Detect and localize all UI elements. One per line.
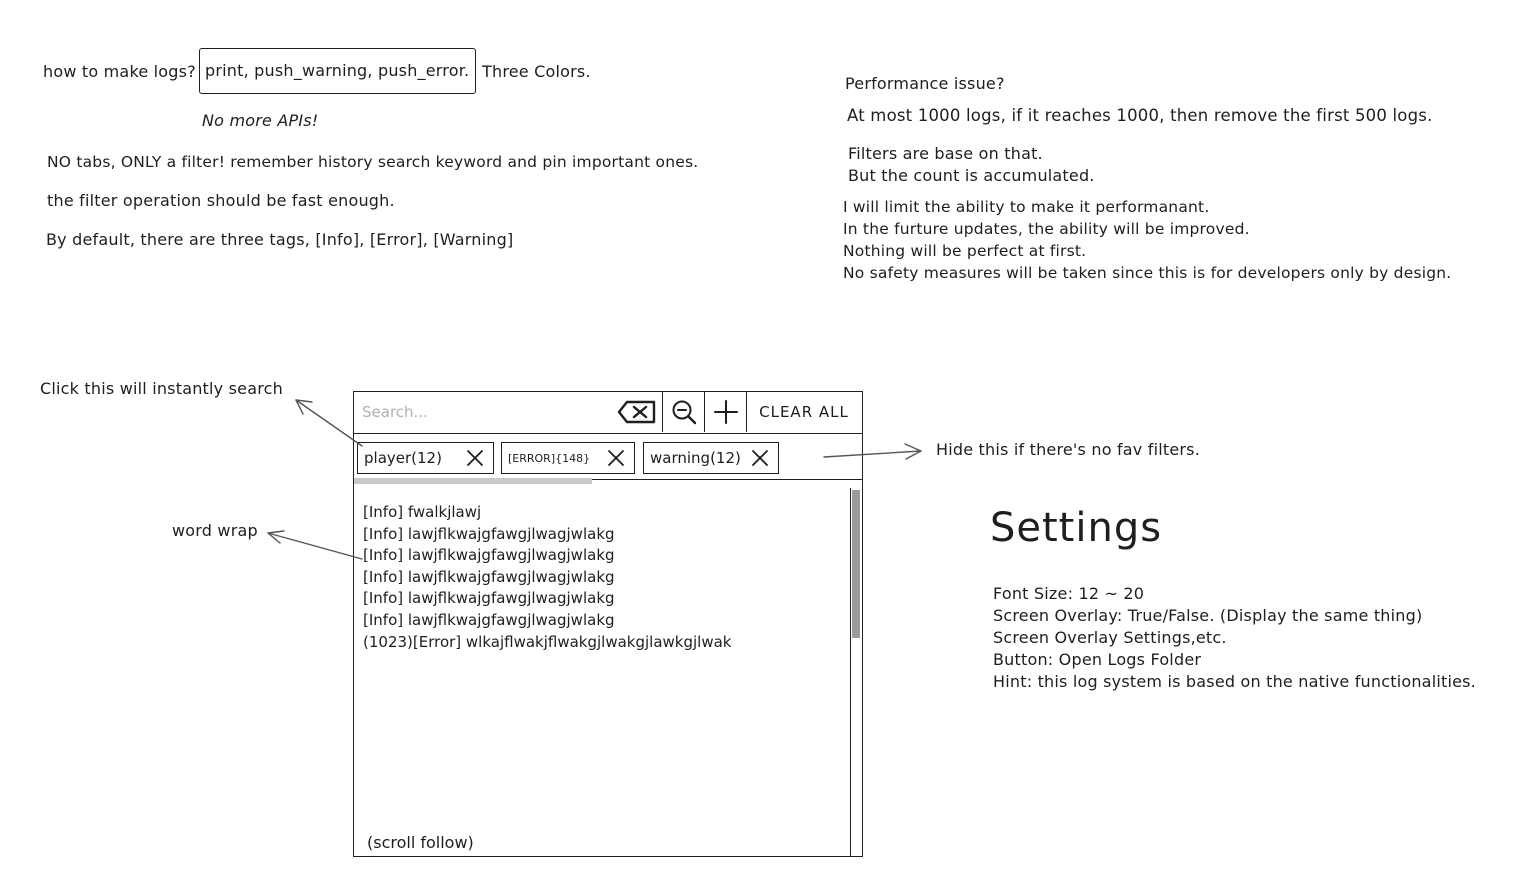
log-line: (1023)[Error] wlkajflwakjflwakgjlwakgjlawkgjlwak [363, 632, 732, 651]
chip-label: player(12) [364, 449, 442, 467]
arrow-hide-fav [824, 444, 921, 459]
annotation-hide-fav: Hide this if there's no fav filters. [936, 440, 1201, 459]
settings-line: Button: Open Logs Folder [993, 650, 1202, 669]
performance-ability: I will limit the ability to make it performanant. In the furture updates, the ability will be improved. Nothing will be perfect at first. No safety measures will be taken since this is for developers only by design. [843, 198, 1452, 282]
note-no-more-apis: No more APIs! [202, 111, 319, 130]
log-line: [Info] lawjflkwajgfawgjlwagjwlakg [363, 610, 615, 629]
log-line: [Info] lawjflkwajgfawgjlwagjwlakg [363, 524, 615, 543]
note-no-tabs: NO tabs, ONLY a filter! remember history search keyword and pin important ones. [47, 153, 699, 171]
chip-label: [ERROR]{148} [508, 451, 591, 465]
scroll-follow-label: (scroll follow) [367, 833, 474, 852]
clear-all-button[interactable]: CLEAR ALL [746, 392, 861, 432]
log-line: [Info] fwalkjlawj [363, 503, 482, 521]
note-three-colors: Three Colors. [482, 62, 591, 81]
chip-label: warning(12) [650, 449, 741, 467]
note-logs-apis-box: print, push_warning, push_error. [199, 48, 476, 94]
annotation-word-wrap: word wrap [172, 521, 258, 540]
settings-line: Screen Overlay Settings,etc. [993, 628, 1227, 647]
performance-title: Performance issue? [845, 74, 1005, 93]
note-logs-question: how to make logs? [43, 62, 196, 81]
log-line: [Info] lawjflkwajgfawgjlwagjwlakg [363, 589, 615, 608]
settings-title: Settings [990, 505, 1163, 551]
log-line: [Info] lawjflkwajgfawgjlwagjwlakg [363, 567, 615, 586]
arrow-word-wrap [268, 531, 362, 559]
note-default-tags: By default, there are three tags, [Info], [Error], [Warning] [46, 230, 514, 249]
performance-limit: At most 1000 logs, if it reaches 1000, then remove the first 500 logs. [847, 106, 1433, 125]
arrow-click-search [296, 400, 362, 446]
settings-line: Hint: this log system is based on the native functionalities. [993, 672, 1476, 691]
log-line: [Info] lawjflkwajgfawgjlwagjwlakg [363, 546, 615, 565]
note-filter-fast: the filter operation should be fast enough. [47, 191, 395, 210]
annotation-click-search: Click this will instantly search [40, 379, 283, 398]
settings-line: Screen Overlay: True/False. (Display the same thing) [993, 606, 1423, 625]
settings-line: Font Size: 12 ~ 20 [993, 584, 1145, 603]
performance-filters: Filters are base on that. But the count is accumulated. [848, 144, 1095, 185]
